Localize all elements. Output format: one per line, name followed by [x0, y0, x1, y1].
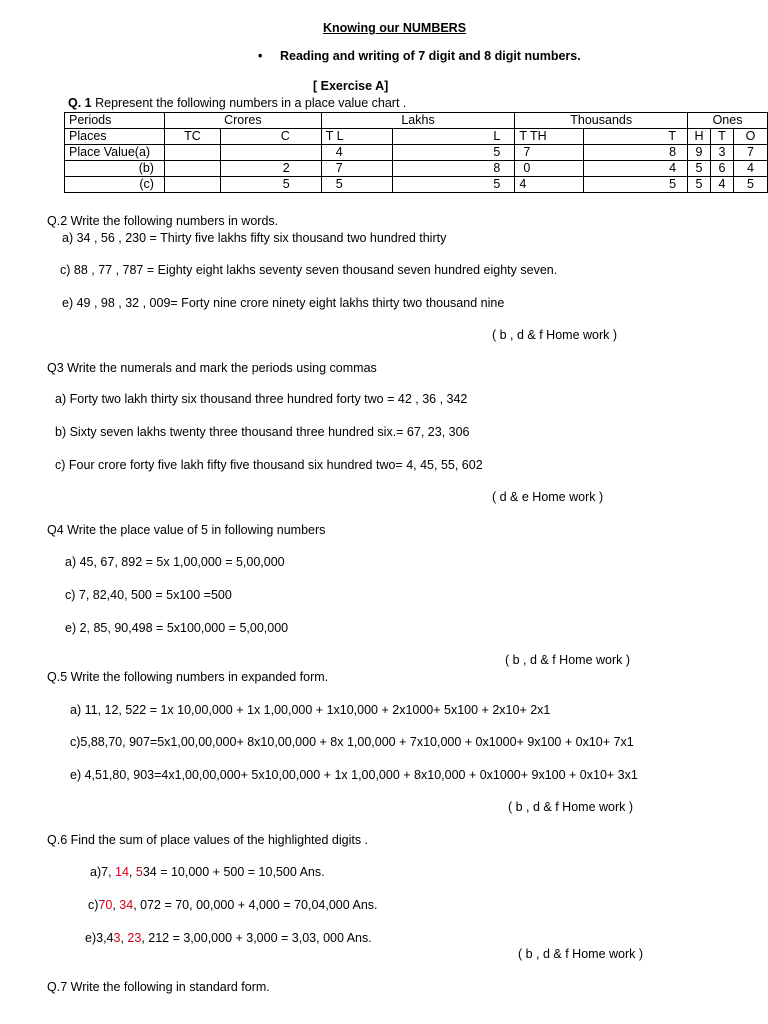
cell: 5	[584, 177, 688, 193]
place-o: O	[733, 129, 767, 145]
row-label: (b)	[65, 161, 165, 177]
cell: 0	[515, 161, 584, 177]
q2-homework-note: ( b , d & f Home work )	[492, 328, 618, 342]
cell: 7	[515, 145, 584, 161]
cell: 5	[688, 177, 711, 193]
q3-homework-note: ( d & e Home work )	[492, 490, 604, 504]
subtitle	[258, 48, 581, 64]
cell: 8	[584, 145, 688, 161]
place-l: L	[392, 129, 515, 145]
bullet-icon: •	[258, 49, 263, 63]
q3-line-b: b) Sixty seven lakhs twenty three thousand three hundred six.= 67, 23, 306	[55, 425, 470, 439]
table-row-periods	[65, 113, 768, 129]
crores-header: Crores	[164, 113, 321, 129]
cell: 5	[392, 145, 515, 161]
place-t-ones: T	[711, 129, 734, 145]
cell: 2	[220, 161, 321, 177]
cell: 4	[584, 161, 688, 177]
q2-line-c: c) 88 , 77 , 787 = Eighty eight lakhs seventy seven thousand seven hundred eighty seven.	[60, 263, 558, 277]
place-h: H	[688, 129, 711, 145]
place-c: C	[220, 129, 321, 145]
q5-line-c: c)5,88,70, 907=5x1,00,00,000+ 8x10,00,000 + 8x 1,00,000 + 7x10,000 + 0x1000+ 9x100 + 0x10+ 7x1	[70, 735, 634, 749]
place-value-table	[64, 112, 768, 193]
ones-header: Ones	[688, 113, 768, 129]
cell	[164, 145, 220, 161]
q1-heading	[68, 95, 406, 111]
q6-heading: Q.6 Find the sum of place values of the highlighted digits .	[47, 833, 369, 847]
cell: 5	[321, 177, 392, 193]
cell: 4	[321, 145, 392, 161]
text-part: , 212 = 3,00,000 + 3,000 = 3,03, 000 Ans.	[141, 931, 372, 945]
place-tth: T TH	[515, 129, 584, 145]
q6-line-e	[85, 930, 372, 946]
q5-heading: Q.5 Write the following numbers in expanded form.	[47, 670, 329, 684]
q7-heading: Q.7 Write the following in standard form.	[47, 980, 270, 994]
q5-line-e: e) 4,51,80, 903=4x1,00,00,000+ 5x10,00,000 + 1x 1,00,000 + 8x10,000 + 0x1000+ 9x100 + 0x10+ 3x1	[70, 768, 638, 782]
place-tl: T L	[321, 129, 392, 145]
cell: 6	[711, 161, 734, 177]
q4-line-c: c) 7, 82,40, 500 = 5x100 =500	[65, 588, 232, 602]
text-part: ,	[112, 898, 120, 912]
highlighted-digits: 5	[135, 865, 143, 879]
lakhs-header: Lakhs	[321, 113, 515, 129]
cell: 8	[392, 161, 515, 177]
q6-line-a	[90, 864, 325, 880]
text-part: ,	[128, 865, 136, 879]
row-label: Place Value(a)	[65, 145, 165, 161]
cell: 9	[688, 145, 711, 161]
q3-heading: Q3 Write the numerals and mark the periods using commas	[47, 361, 377, 375]
q6-line-c	[88, 897, 378, 913]
q4-line-a: a) 45, 67, 892 = 5x 1,00,000 = 5,00,000	[65, 555, 285, 569]
table-row	[65, 161, 768, 177]
text-part: 34 = 10,000 + 500 = 10,500 Ans.	[142, 865, 325, 879]
periods-header: Periods	[65, 113, 165, 129]
highlighted-digits: 34	[119, 898, 134, 912]
text-part: a)7,	[90, 865, 116, 879]
q2-line-a: a) 34 , 56 , 230 = Thirty five lakhs fifty six thousand two hundred thirty	[62, 231, 447, 245]
highlighted-digits: 14	[115, 865, 129, 879]
cell: 3	[711, 145, 734, 161]
table-row-places	[65, 129, 768, 145]
cell: 4	[711, 177, 734, 193]
cell	[220, 145, 321, 161]
q6-homework-note: ( b , d & f Home work )	[518, 947, 644, 961]
q2-line-e: e) 49 , 98 , 32 , 009= Forty nine crore ninety eight lakhs thirty two thousand nine	[62, 296, 505, 310]
highlighted-digits: 3	[113, 931, 121, 945]
text-part: c)	[88, 898, 99, 912]
row-label: (c)	[65, 177, 165, 193]
q4-homework-note: ( b , d & f Home work )	[505, 653, 631, 667]
thousands-header: Thousands	[515, 113, 688, 129]
places-label: Places	[65, 129, 165, 145]
q1-text: Represent the following numbers in a place value chart .	[91, 96, 407, 110]
exercise-label: [ Exercise A]	[313, 79, 389, 93]
cell	[164, 161, 220, 177]
q5-homework-note: ( b , d & f Home work )	[508, 800, 634, 814]
cell: 5	[220, 177, 321, 193]
q5-line-a: a) 11, 12, 522 = 1x 10,00,000 + 1x 1,00,000 + 1x10,000 + 2x1000+ 5x100 + 2x10+ 2x1	[70, 703, 551, 717]
cell: 5	[392, 177, 515, 193]
table-row	[65, 177, 768, 193]
q2-heading: Q.2 Write the following numbers in words.	[47, 214, 279, 228]
cell: 5	[733, 177, 767, 193]
place-tc: TC	[164, 129, 220, 145]
cell: 4	[515, 177, 584, 193]
text-part: e)3,4	[85, 931, 114, 945]
cell: 7	[733, 145, 767, 161]
text-part: , 072 = 70, 00,000 + 4,000 = 70,04,000 Ans.	[133, 898, 378, 912]
highlighted-digits: 23	[127, 931, 142, 945]
subtitle-text: Reading and writing of 7 digit and 8 digit numbers.	[280, 49, 581, 63]
q4-line-e: e) 2, 85, 90,498 = 5x100,000 = 5,00,000	[65, 621, 289, 635]
highlighted-digits: 70	[98, 898, 113, 912]
cell: 5	[688, 161, 711, 177]
q4-heading: Q4 Write the place value of 5 in following numbers	[47, 523, 326, 537]
q1-number: Q. 1	[68, 96, 92, 110]
text-part: ,	[120, 931, 128, 945]
table-row	[65, 145, 768, 161]
cell: 7	[321, 161, 392, 177]
cell	[164, 177, 220, 193]
q3-line-a: a) Forty two lakh thirty six thousand three hundred forty two = 42 , 36 , 342	[55, 392, 468, 406]
place-t: T	[584, 129, 688, 145]
cell: 4	[733, 161, 767, 177]
q3-line-c: c) Four crore forty five lakh fifty five thousand six hundred two= 4, 45, 55, 602	[55, 458, 483, 472]
page-title: Knowing our NUMBERS	[323, 21, 467, 35]
